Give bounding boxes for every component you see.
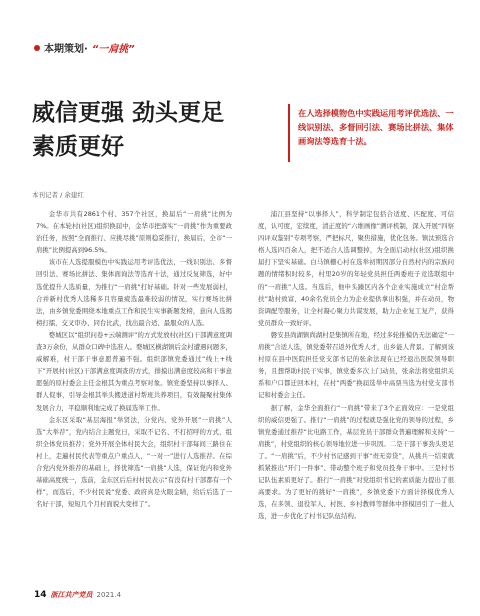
right-column xyxy=(258,208,454,522)
paragraph: 浦江县坚持“以事择人”，科学制定包括合适度、匹配度、可信度，认可度，宏续度，清正度的“六维画像”测评机制，深入开展“四察四评双鉴别”专项考察，严把标尺，聚焦措施，优化包务。镇汰预选合格人选四百余人，把不适合人选调整掉，为全面启动村(社区)组织换届打下坚实基础。白马镇栅心村在选举初期因部分自然村内的宗族问题的情绪积时较多，村里20岁的年轻党员担任两委班子竞选联组中的“一肩挑”人选。当选后，他申头躁区内各个企业实施成立“村企帮扶”助村致富，40余名党员全力为企业提供拿出积强，并在动员，物资调配等服务，让全村凝心聚力共谋发展，助力企业复工复产，获得党员群众一致好评。 xyxy=(258,210,454,327)
headline-line-2: 素质更好 xyxy=(32,133,124,160)
section-tag xyxy=(34,40,135,55)
author-byline: 本刊记者 / 余建红 xyxy=(32,191,84,199)
bullet-icon xyxy=(34,45,40,51)
headline-line-1: 威信更强 劲头更足 xyxy=(32,99,225,126)
paragraph: 该市在人选提服模色中实践运用考评选优法、一线识别法、多督回引法、赛场比拼法、集体面询法等选育十法，通过反复筛选，好中选优提升人选质量，为推行“一肩挑”打好基础。针对一些发展弱村，合并新村优秀人选稀多且容量疲选最难较弱的情况，实行赛场比拼法，由乡镇党委围绕本地重点工作和民生实事新题发榜，意向人选揭榜打擂，交叉审办、同台比武，找出最合适、最服众的人选。 xyxy=(36,258,232,327)
left-column xyxy=(36,208,232,510)
paragraph: 金东区采取“基层海报”举贤法，分党内、党外开展“一肩挑”人选“大举荐”，党内结合主题党日，采取不记名、不打招呼的方式，组织全体党员推荐；党外开展全体村民大会，组织村干部每间三路住在村上，走遍村民代表等重点户重点人，“一对一”进行人选推荐。在综合党内党外推荐的基础上，择优筛选“一肩挑”人选，保证党内和党外基础高度统一，选前，金东区后后村村民表示“有没有村干部都有一个样”，而选后，不少村民说“党委、政府真是火眼金睛，给后后选了一名好干部，短短几个月村面貌大变样了”。 xyxy=(36,415,232,509)
paragraph: 据了解，金华全面推行“一肩挑”带来了3个正面效应：一是党组织的威信更强了。推行“一肩挑”的过程就是强化党的领导的过程，乡镇党委通过推荐“比电路工作，基层党员干部群众普遍理解和支持“一肩挑”，村党组织的核心领导地位进一步巩固。二是干部干事劲头更足了。“一肩挑”后，不少村书记感到干事“责无旁贷”，从挑兵一结束就抓紧推出“开门一件事”、带动整个班子和党员投身干事中。三是村书记队伍素质更好了。推行“一肩挑”对党组织书记的素质能力提出了很高要求。为了更好的挑好“一肩挑”，乡镇党委下方面计择模优秀人选，在多领、退役军人、村医、乡村教师等群体中择模回引了一批人选，进一步优化了村书记队伍结构。 xyxy=(258,403,454,521)
issue-label: 2021.4 xyxy=(96,591,122,599)
article-headline xyxy=(32,96,292,164)
pull-quote: 在人选择模物色中实践运用考评优选法、一线识别法、多督回引法、赛场比拼法、集体画询法等选育十法。 xyxy=(288,104,460,162)
paragraph: 婺城区以“组织问卷+云端测评”的方式发放村(社区)干部满意度调查3万余份，从群众口碑中选准人。婺城区横湖镇后金村遭遇问题多，威解难，村干部干事意愿普遍不强。组织部镇党委通过“线上+线下”开展村(社区)干部满意度调查的方式，排摸出满意度较高和干事意愿强的原村委会主任金根其为重点考察对象。镇党委坚持以事择人、群人促事，引导金根其举头搬进道村帮班共养项目，有效凝聚村集体发展合力，平稳顺利地完成了换届选举工作。 xyxy=(36,330,232,412)
page-number: 14 xyxy=(34,590,47,600)
journal-name: 浙江共产党员 xyxy=(50,591,93,599)
page-footer xyxy=(34,590,121,600)
section-label: 本期策划· xyxy=(44,44,88,55)
paragraph: 金华市共有2861个村、357个社区，换届后“一肩挑”比例为7%。在本轮村(社区)组织换届中，金华市把落实“一肩挑”作为重要政治任务，按照“全面推行、应挑尽挑”原则稳妥推行，换届后，全市“一肩挑”比例提高到96.5%。 xyxy=(36,210,232,255)
section-brand: “一肩挑” xyxy=(91,44,135,55)
paragraph: 磐安县尚湖镇尚湖村是集镇所在地，经过多轮推模仍无法确定“一肩挑”合适人选，镇党委带召返外优秀人才，出乡能人背景。了解到该村原在县中医院担任党支部书记的张余法现在已经退出医院领导职务，且想帮助村民干实事，镇党委多次上门动员，张余法将党组织关系和户口都迁回本村，在村“两委”换届选举中高票当选为村党支部书记和村委会主任。 xyxy=(258,330,454,400)
